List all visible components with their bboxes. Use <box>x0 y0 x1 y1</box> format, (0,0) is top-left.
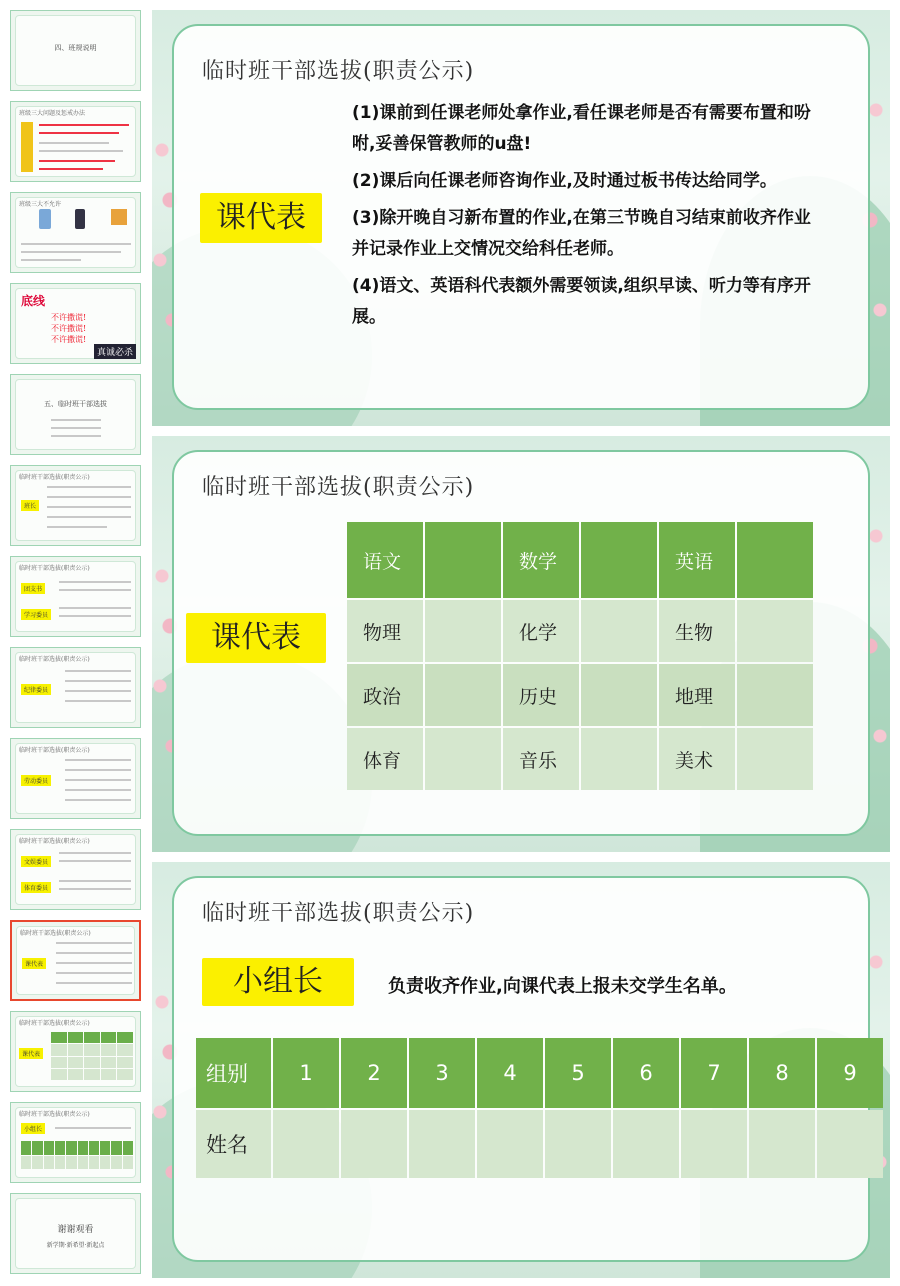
table-cell <box>425 664 501 726</box>
role-label: 课代表 <box>200 193 322 243</box>
slide-thumbnail-2[interactable] <box>10 101 141 182</box>
duty-item: (1)课前到任课老师处拿作业,看任课老师是否有需要布置和吩咐,妥善保管教师的u盘! <box>352 103 811 154</box>
slide-thumbnail-10[interactable] <box>10 829 141 910</box>
slide-thumbnail-4[interactable] <box>10 283 141 364</box>
table-cell: 姓名 <box>196 1110 271 1178</box>
thumbnail-title: 临时班干部选拔(职责公示) <box>19 1020 90 1027</box>
thumbnail-title: 临时班干部选拔(职责公示) <box>20 930 91 937</box>
slide-thumbnail-8[interactable] <box>10 647 141 728</box>
table-cell <box>737 600 813 662</box>
table-cell <box>613 1110 679 1178</box>
slide-preview-3[interactable] <box>152 862 890 1278</box>
duty-item: (4)语文、英语科代表额外需要领读,组织早读、听力等有序开展。 <box>352 276 811 327</box>
table-row <box>347 728 813 790</box>
thumbnail-title: 四、班规说明 <box>54 44 97 52</box>
table-row <box>347 522 813 598</box>
table-row <box>347 664 813 726</box>
duties-text <box>352 98 822 339</box>
slide-thumbnail-12[interactable] <box>10 1011 141 1092</box>
thumbnail-label: 劳动委员 <box>21 775 51 786</box>
table-cell <box>681 1110 747 1178</box>
thumbnail-label: 学习委员 <box>21 609 51 620</box>
table-cell <box>581 728 657 790</box>
thumbnail-title: 临时班干部选拔(职责公示) <box>19 656 90 663</box>
thumbnail-table <box>51 1032 133 1080</box>
table-row <box>196 1038 883 1108</box>
slide-thumbnail-3[interactable] <box>10 192 141 273</box>
duty-item: (2)课后向任课老师咨询作业,及时通过板书传达给同学。 <box>352 171 777 191</box>
table-cell: 数学 <box>503 522 579 598</box>
thumbnail-table <box>21 1141 133 1169</box>
thumbnail-label: 班长 <box>21 500 39 511</box>
table-row <box>347 600 813 662</box>
table-cell <box>737 522 813 598</box>
subject-table <box>345 520 815 792</box>
table-cell: 组别 <box>196 1038 271 1108</box>
slide-preview-1[interactable] <box>152 10 890 426</box>
table-cell: 2 <box>341 1038 407 1108</box>
thumbnail-title: 临时班干部选拔(职责公示) <box>19 565 90 572</box>
table-cell: 物理 <box>347 600 423 662</box>
thumbnail-subtitle: 新学期·新希望·新起点 <box>46 1242 105 1249</box>
table-cell: 语文 <box>347 522 423 598</box>
thumbnail-label: 体育委员 <box>21 882 51 893</box>
table-cell <box>341 1110 407 1178</box>
table-cell <box>545 1110 611 1178</box>
thumbnail-line: 不许撒谎! <box>51 313 87 322</box>
table-cell: 3 <box>409 1038 475 1108</box>
table-cell: 9 <box>817 1038 883 1108</box>
table-cell: 地理 <box>659 664 735 726</box>
thumbnail-label: 纪律委员 <box>21 684 51 695</box>
table-cell <box>477 1110 543 1178</box>
thumbnail-footer: 真诚必杀 <box>94 344 136 359</box>
table-cell <box>749 1110 815 1178</box>
thumbnail-line: 不许撒谎! <box>51 324 87 333</box>
slide-title: 临时班干部选拔(职责公示) <box>202 59 475 84</box>
duty-item: (3)除开晚自习新布置的作业,在第三节晚自习结束前收齐作业并记录作业上交情况交给科任老师。 <box>352 208 811 259</box>
thumbnail-title: 临时班干部选拔(职责公示) <box>19 747 90 754</box>
table-cell: 美术 <box>659 728 735 790</box>
role-label: 课代表 <box>186 613 326 663</box>
role-description: 负责收齐作业,向课代表上报未交学生名单。 <box>388 976 737 997</box>
table-row <box>196 1110 883 1178</box>
slide-thumbnail-14[interactable] <box>10 1193 141 1274</box>
slide-thumbnail-panel <box>0 0 150 1286</box>
thumbnail-label: 课代表 <box>22 958 46 969</box>
table-cell <box>581 600 657 662</box>
table-cell: 4 <box>477 1038 543 1108</box>
table-cell: 7 <box>681 1038 747 1108</box>
table-cell <box>409 1110 475 1178</box>
group-table <box>194 1036 885 1180</box>
table-cell <box>737 728 813 790</box>
table-cell <box>581 522 657 598</box>
slide-thumbnail-6[interactable] <box>10 465 141 546</box>
slide-title: 临时班干部选拔(职责公示) <box>202 475 475 500</box>
thumbnail-title: 临时班干部选拔(职责公示) <box>19 474 90 481</box>
table-cell: 生物 <box>659 600 735 662</box>
thumbnail-label: 文娱委员 <box>21 856 51 867</box>
thumbnail-title: 班级三大不允许 <box>19 201 62 208</box>
slide-thumbnail-11[interactable] <box>10 920 141 1001</box>
slide-preview-2[interactable] <box>152 436 890 852</box>
table-cell: 英语 <box>659 522 735 598</box>
thumbnail-title: 谢谢观看 <box>57 1225 94 1235</box>
slide-thumbnail-13[interactable] <box>10 1102 141 1183</box>
thumbnail-line: 不许撒谎! <box>51 335 87 344</box>
table-cell <box>817 1110 883 1178</box>
slide-thumbnail-9[interactable] <box>10 738 141 819</box>
thumbnail-title: 底线 <box>21 294 46 308</box>
thumbnail-label: 团支书 <box>21 583 45 594</box>
table-cell: 5 <box>545 1038 611 1108</box>
table-cell: 音乐 <box>503 728 579 790</box>
slide-title: 临时班干部选拔(职责公示) <box>202 901 475 926</box>
thumbnail-label: 课代表 <box>19 1048 43 1059</box>
table-cell <box>273 1110 339 1178</box>
table-cell: 政治 <box>347 664 423 726</box>
table-cell <box>737 664 813 726</box>
slide-thumbnail-1[interactable] <box>10 10 141 91</box>
thumbnail-title: 临时班干部选拔(职责公示) <box>19 838 90 845</box>
thumbnail-title: 班级三大问题及惩戒办法 <box>19 110 86 117</box>
thumbnail-title: 五、临时班干部选拔 <box>44 400 107 408</box>
phone-icon <box>39 209 51 229</box>
table-cell: 历史 <box>503 664 579 726</box>
table-cell <box>425 728 501 790</box>
cube-icon <box>111 209 127 225</box>
table-cell: 体育 <box>347 728 423 790</box>
table-cell <box>581 664 657 726</box>
thumbnail-title: 临时班干部选拔(职责公示) <box>19 1111 90 1118</box>
device-icon <box>75 209 85 229</box>
slide-thumbnail-5[interactable] <box>10 374 141 455</box>
table-cell: 化学 <box>503 600 579 662</box>
table-cell: 6 <box>613 1038 679 1108</box>
table-cell: 8 <box>749 1038 815 1108</box>
table-cell <box>425 522 501 598</box>
role-label: 小组长 <box>202 958 354 1006</box>
thumbnail-label: 小组长 <box>21 1123 45 1134</box>
table-cell: 1 <box>273 1038 339 1108</box>
slide-thumbnail-7[interactable] <box>10 556 141 637</box>
table-cell <box>425 600 501 662</box>
